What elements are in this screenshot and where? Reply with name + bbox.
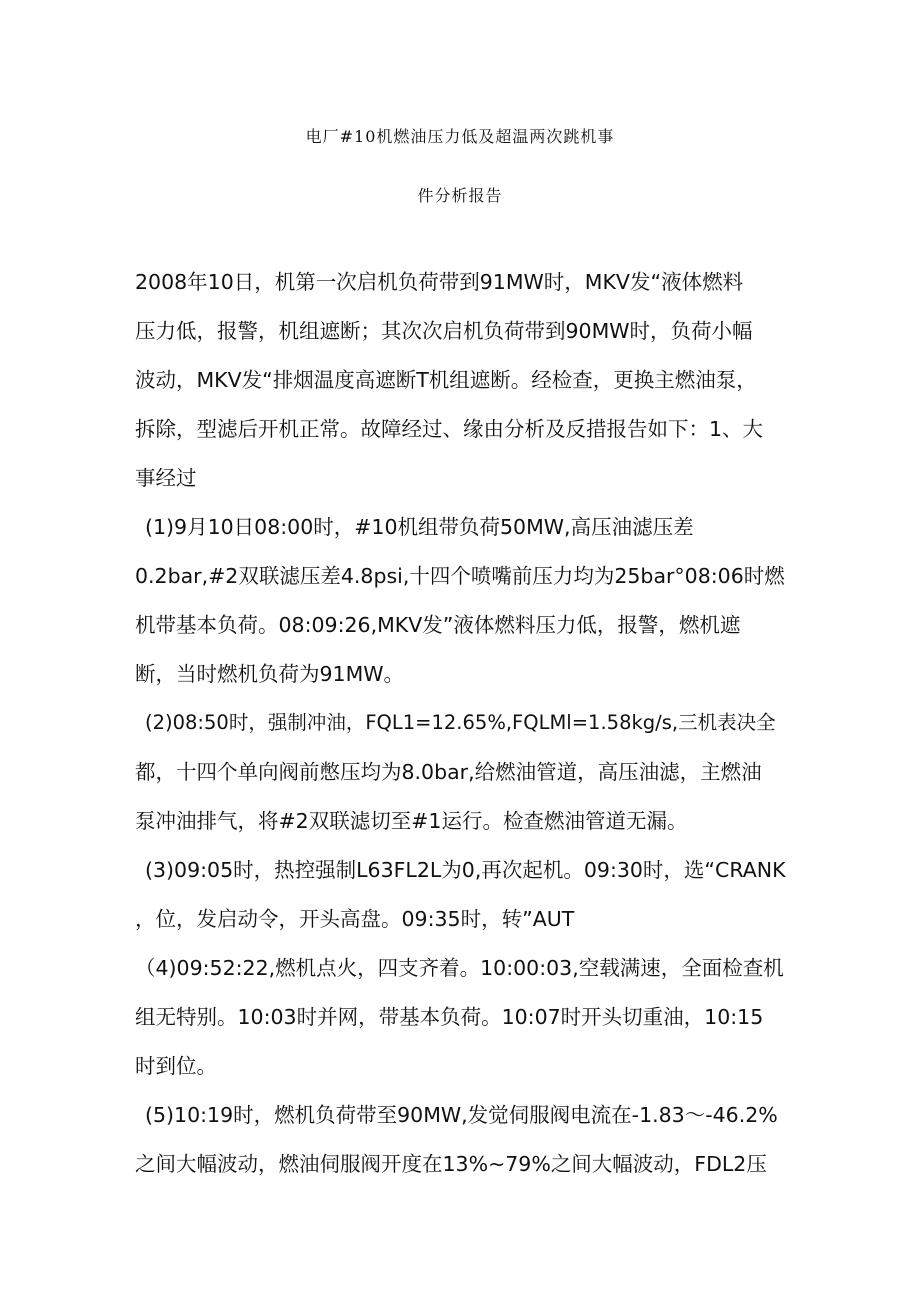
title-line-1: 电厂#10机燃油压力低及超温两次跳机事: [305, 127, 615, 146]
item-1-line-3: 机带基本负荷。08:09:26,MKV发”液体燃料压力低，报警，燃机遮: [135, 613, 741, 637]
item-2-line-1: (2)08:50时，强制冲油，FQL1=12.65%,FQLMl=1.58kg∕s,三机表决全: [145, 711, 776, 734]
intro-line-2: 压力低，报警，机组遮断；其次次启机负荷带到90MW时，负荷小幅: [135, 319, 753, 343]
item-4-line-1: （4)09:52:22,燃机点火，四支齐着。10:00:03,空载满速，全面检查机: [135, 956, 784, 980]
intro-line-5: 事经过: [135, 466, 197, 490]
item-1-line-4: 断，当时燃机负荷为91MW。: [135, 662, 405, 686]
intro-line-4: 拆除，型滤后开机正常。故障经过、缘由分析及反措报告如下：1、大: [135, 417, 764, 441]
item-1-line-1: (1)9月10日08:00时，#10机组带负荷50MW,高压油滤压差: [145, 515, 694, 539]
item-1-line-2: 0.2bar,#2双联滤压差4.8psi,十四个喷嘴前压力均为25bar°08:06时燃: [135, 564, 785, 588]
item-2-line-2: 都，十四个单向阀前憋压均为8.0bar,给燃油管道，高压油滤，主燃油: [135, 760, 762, 784]
item-5-line-2: 之间大幅波动，燃油伺服阀开度在13%~79%之间大幅波动，FDL2压: [135, 1152, 767, 1176]
intro-line-3: 波动，MKV发“排烟温度高遮断T机组遮断。经检查，更换主燃油泵，: [135, 368, 757, 392]
item-4-line-2: 组无特别。10:03时并网，带基本负荷。10:07时开头切重油，10:15: [135, 1005, 764, 1029]
item-2-line-3: 泵冲油排气，将#2双联滤切至#1运行。检查燃油管道无漏。: [135, 809, 688, 833]
item-3-line-1: (3)09:05时，热控强制L63FL2L为0,再次起机。09:30时，选“CRANK: [145, 858, 786, 882]
title-line-2: 件分析报告: [417, 186, 503, 205]
item-3-line-2: ，位，发启动令，开头高盘。09:35时，转”AUT: [135, 907, 575, 931]
item-5-line-1: (5)10:19时，燃机负荷带至90MW,发觉伺服阀电流在-1.83～-46.2%: [145, 1103, 778, 1127]
intro-line-1: 2008年10日，机第一次启机负荷带到91MW时，MKV发“液体燃料: [135, 270, 744, 294]
item-4-line-3: 时到位。: [135, 1054, 217, 1078]
